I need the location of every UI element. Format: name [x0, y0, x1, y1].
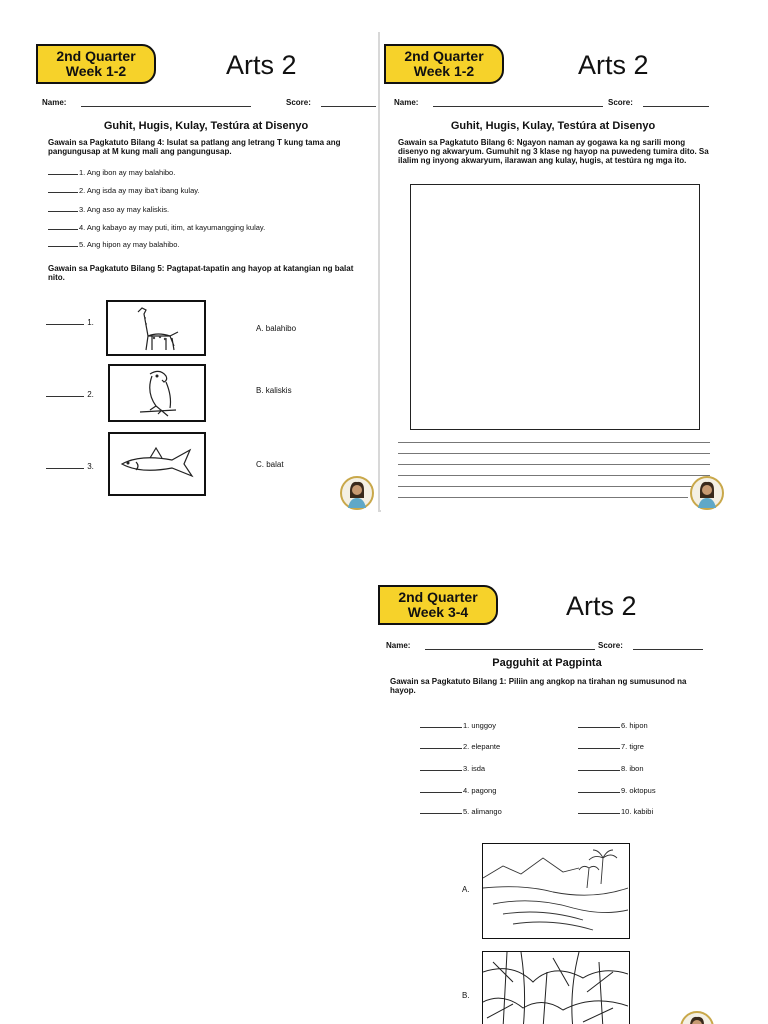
- answer-blank[interactable]: [578, 748, 620, 749]
- list-item: 1. Ang ibon ay may balahibo.: [48, 168, 175, 177]
- writing-line[interactable]: [398, 497, 688, 498]
- option-b: B. kaliskis: [256, 386, 292, 395]
- activity-6-instruction: Gawain sa Pagkatuto Bilang 6: Ngayon naman ay gogawa ka ng sarili mong disenyo ng akwaryum. Gumuhit ng 3 klase ng hayop na puwedeng tumira dito. Sa ilalim ng inyong akwaryum, ilarawan ang kulay, hugis, at testúra ng mga ito.: [398, 138, 709, 165]
- subject-title: Arts 2: [578, 50, 649, 80]
- score-label: Score:: [286, 98, 311, 107]
- score-field[interactable]: [643, 106, 709, 107]
- answer-blank[interactable]: [420, 748, 462, 749]
- list-item: 7. tigre: [578, 742, 644, 751]
- list-item: 2. Ang isda ay may iba't ibang kulay.: [48, 186, 200, 195]
- name-label: Name:: [386, 641, 411, 650]
- giraffe-picture: [106, 300, 206, 356]
- activity-4-instruction: Gawain sa Pagkatuto Bilang 4: Isulat sa patlang ang letrang T kung tama ang pangungusap at M kung mali ang pangungusap.: [48, 138, 341, 156]
- quarter-label: 2nd Quarter: [404, 48, 484, 64]
- habitat-letter-b: B.: [462, 991, 470, 1000]
- name-row: [42, 98, 251, 107]
- answer-blank[interactable]: [578, 770, 620, 771]
- activity-5-instruction: Gawain sa Pagkatuto Bilang 5: Pagtapat-tapatin ang hayop at katangian ng balat nito.: [48, 264, 354, 282]
- quarter-label: 2nd Quarter: [398, 589, 478, 605]
- writing-line[interactable]: [398, 475, 710, 476]
- answer-blank[interactable]: [578, 813, 620, 814]
- forest-habitat-picture: [482, 951, 630, 1024]
- score-field[interactable]: [633, 649, 703, 650]
- writing-line[interactable]: [398, 464, 710, 465]
- teacher-avatar-icon: [682, 1013, 712, 1024]
- answer-blank[interactable]: [48, 246, 78, 247]
- worksheet-title: Guhit, Hugis, Kulay, Testúra at Disenyo: [450, 120, 656, 132]
- match-number: 3.: [46, 462, 94, 471]
- answer-blank[interactable]: [48, 211, 78, 212]
- worksheet-page-1: [34, 32, 378, 510]
- match-number: 1.: [46, 318, 94, 327]
- name-label: Name:: [42, 98, 67, 107]
- river-scene-icon: [483, 844, 628, 937]
- answer-blank[interactable]: [46, 396, 84, 397]
- option-c: C. balat: [256, 460, 284, 469]
- score-row: [598, 641, 703, 650]
- list-item: 3. Ang aso ay may kaliskis.: [48, 205, 169, 214]
- list-item: 3. isda: [420, 764, 485, 773]
- aquarium-drawing-box[interactable]: [410, 184, 700, 430]
- river-habitat-picture: [482, 843, 630, 939]
- worksheet-page-3: [374, 575, 720, 1024]
- answer-blank[interactable]: [420, 792, 462, 793]
- list-item: 1. unggoy: [420, 721, 496, 730]
- fish-icon: [110, 434, 204, 494]
- habitat-letter-a: A.: [462, 885, 470, 894]
- score-label: Score:: [598, 641, 623, 650]
- answer-blank[interactable]: [420, 770, 462, 771]
- answer-blank[interactable]: [48, 229, 78, 230]
- writing-line[interactable]: [398, 486, 698, 487]
- answer-blank[interactable]: [46, 324, 84, 325]
- fish-picture: [108, 432, 206, 496]
- name-label: Name:: [394, 98, 419, 107]
- subject-title: Arts 2: [226, 50, 297, 80]
- teacher-avatar: [680, 1011, 714, 1024]
- name-field[interactable]: [425, 649, 595, 650]
- name-field[interactable]: [81, 106, 251, 107]
- forest-scene-icon: [483, 952, 628, 1024]
- answer-blank[interactable]: [578, 727, 620, 728]
- list-item: 5. Ang hipon ay may balahibo.: [48, 240, 180, 249]
- score-row: [286, 98, 376, 107]
- writing-line[interactable]: [398, 442, 710, 443]
- quarter-badge: [378, 585, 498, 625]
- activity-1-instruction: Gawain sa Pagkatuto Bilang 1: Piliin ang angkop na tirahan ng sumusunod na hayop.: [390, 677, 687, 695]
- subject-title: Arts 2: [566, 591, 637, 621]
- week-label: Week 3-4: [407, 604, 469, 620]
- name-field[interactable]: [433, 106, 603, 107]
- teacher-avatar: [690, 476, 724, 510]
- list-item: 2. elepante: [420, 742, 500, 751]
- score-row: [608, 98, 709, 107]
- writing-line[interactable]: [398, 453, 710, 454]
- answer-blank[interactable]: [48, 192, 78, 193]
- score-label: Score:: [608, 98, 633, 107]
- teacher-avatar: [340, 476, 374, 510]
- list-item: 5. alimango: [420, 807, 502, 816]
- quarter-label: 2nd Quarter: [56, 48, 136, 64]
- teacher-avatar-icon: [692, 478, 722, 508]
- parrot-icon: [110, 366, 204, 420]
- list-item: 4. pagong: [420, 786, 496, 795]
- list-item: 10. kabibi: [578, 807, 653, 816]
- answer-blank[interactable]: [420, 813, 462, 814]
- list-item: 9. oktopus: [578, 786, 656, 795]
- list-item: 8. ibon: [578, 764, 644, 773]
- worksheet-title: Guhit, Hugis, Kulay, Testúra at Disenyo: [103, 120, 309, 132]
- list-item: 6. hipon: [578, 721, 648, 730]
- worksheet-page-2: [380, 32, 726, 510]
- answer-blank[interactable]: [48, 174, 78, 175]
- teacher-avatar-icon: [342, 478, 372, 508]
- week-label: Week 1-2: [65, 63, 127, 79]
- list-item: 4. Ang kabayo ay may puti, itim, at kayumangging kulay.: [48, 223, 265, 232]
- score-field[interactable]: [321, 106, 376, 107]
- worksheet-title: Pagguhit at Pagpinta: [492, 657, 602, 669]
- quarter-badge: [384, 44, 504, 84]
- name-row: [386, 641, 595, 650]
- week-label: Week 1-2: [413, 63, 475, 79]
- match-number: 2.: [46, 390, 94, 399]
- answer-blank[interactable]: [420, 727, 462, 728]
- giraffe-icon: [108, 302, 204, 354]
- quarter-badge: [36, 44, 156, 84]
- answer-blank[interactable]: [578, 792, 620, 793]
- name-row: [394, 98, 603, 107]
- answer-blank[interactable]: [46, 468, 84, 469]
- parrot-picture: [108, 364, 206, 422]
- option-a: A. balahibo: [256, 324, 297, 333]
